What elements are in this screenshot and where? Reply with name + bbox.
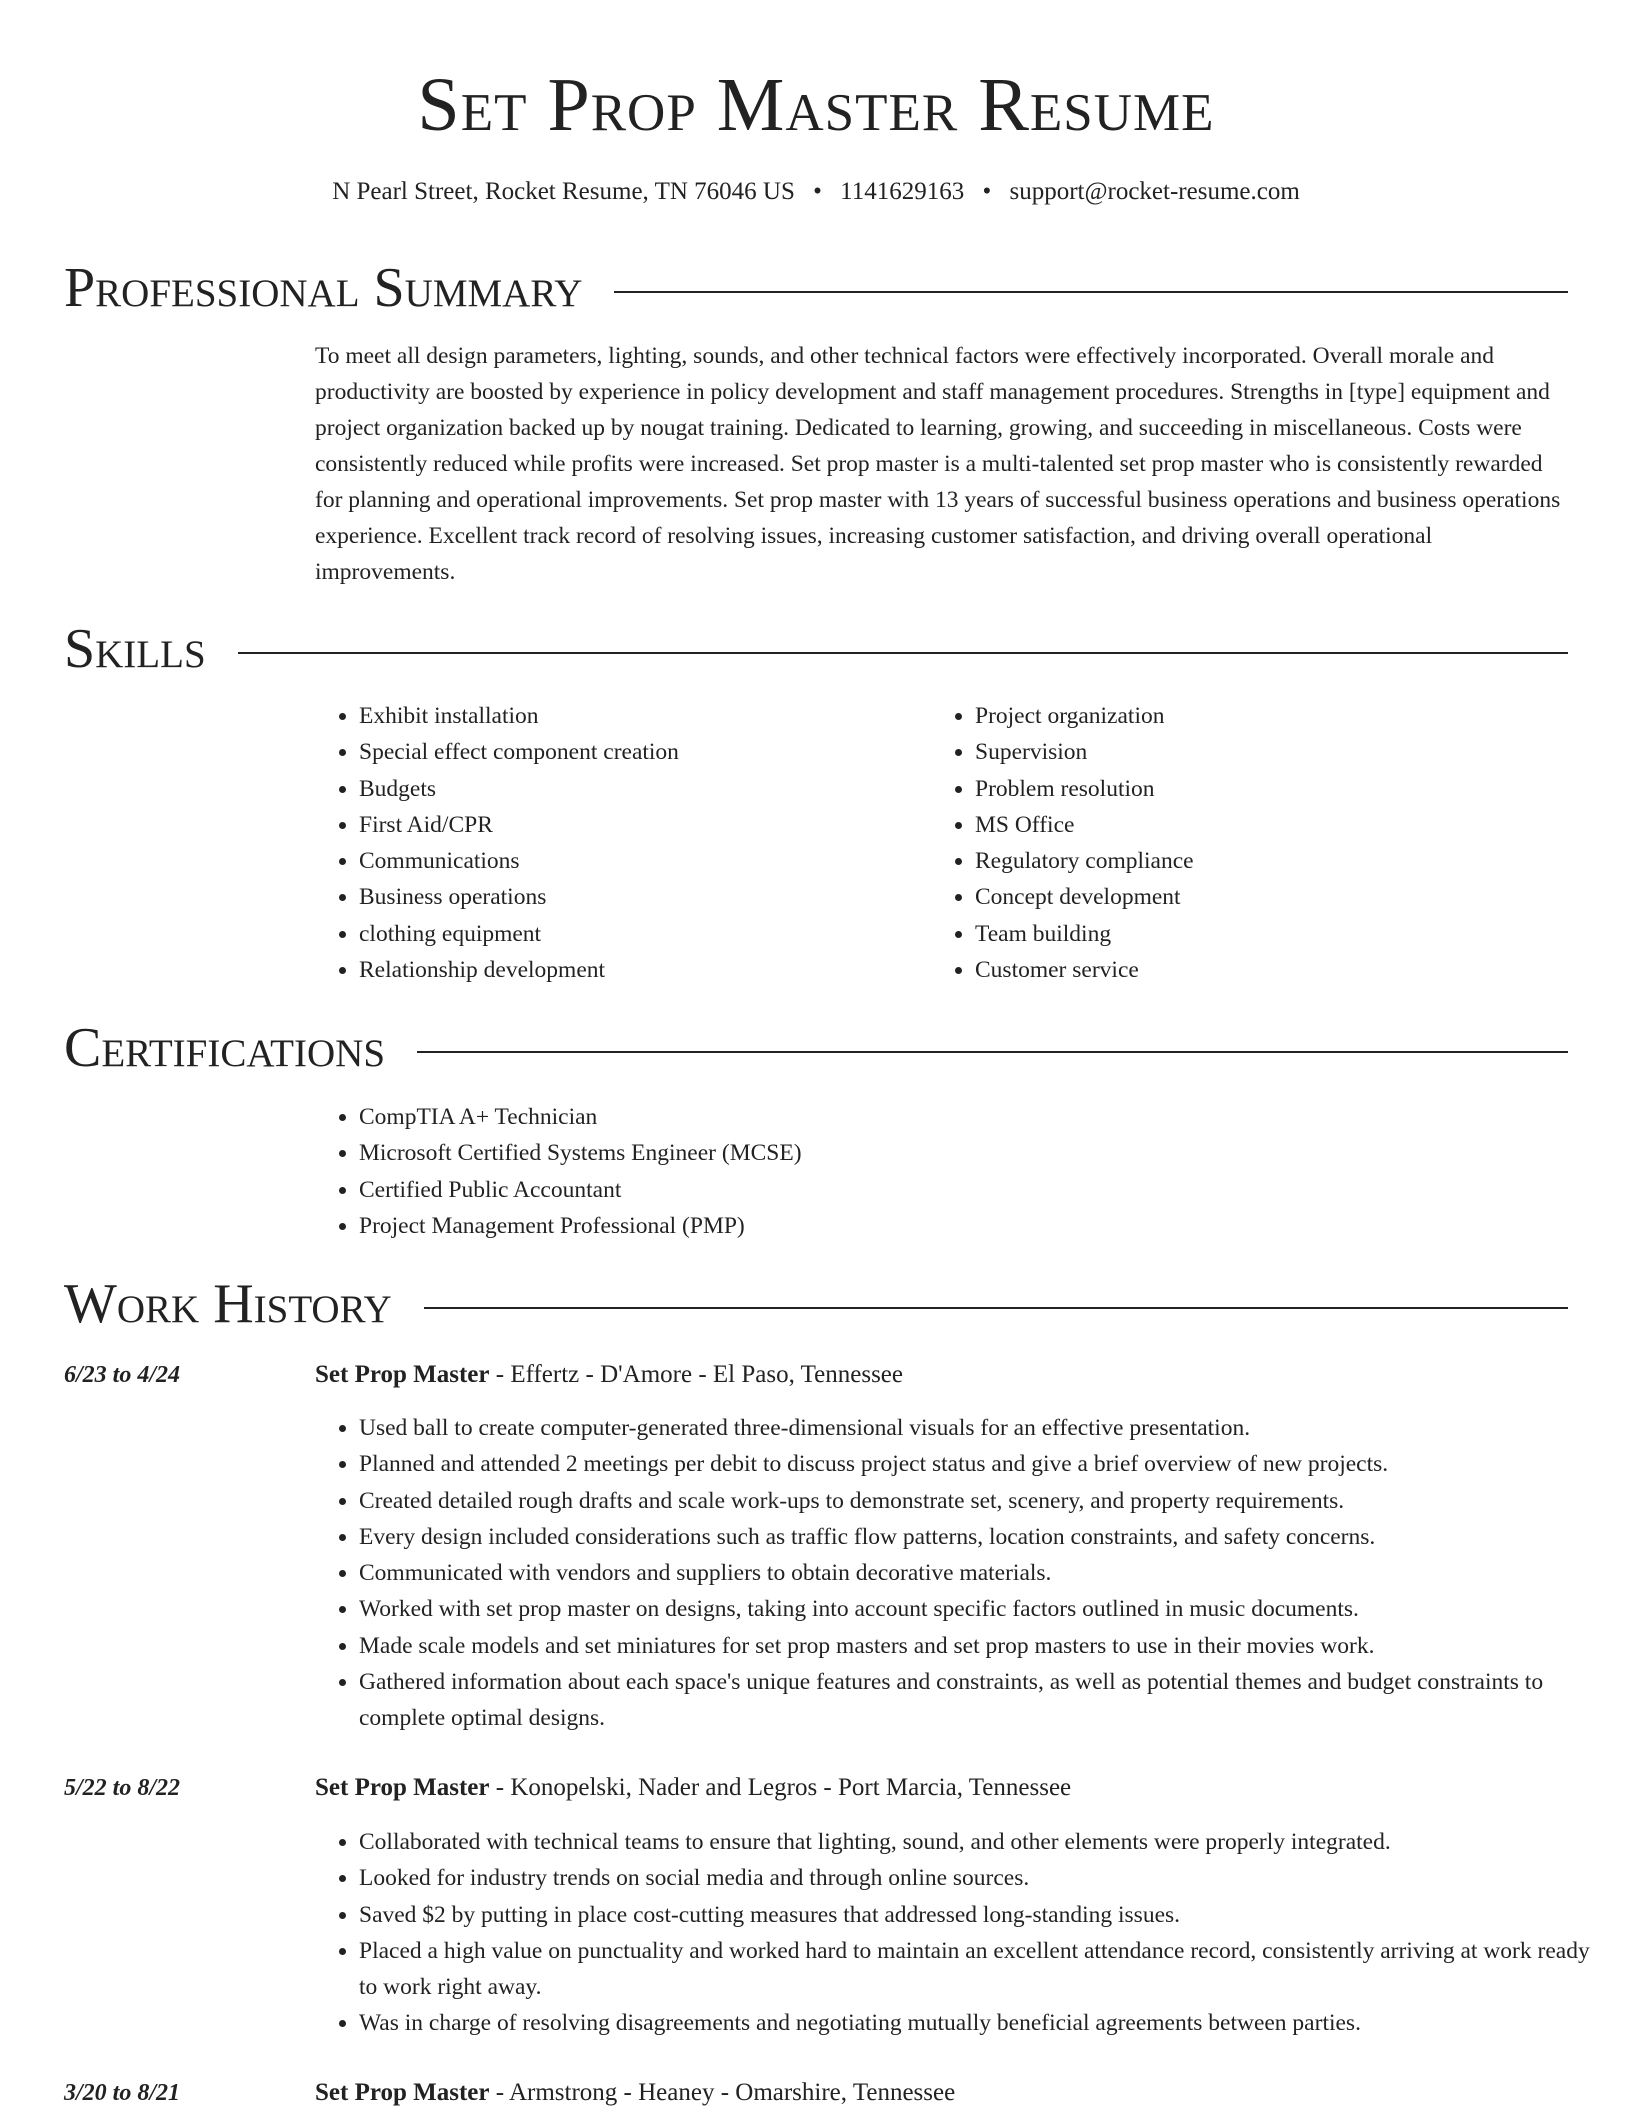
job-bullet: • Used ball to create computer-generated three-dimensional visuals for an effective presentation. bbox=[359, 1410, 1612, 1446]
job-header bbox=[315, 2075, 1568, 2111]
skill-item: • Exhibit installation bbox=[359, 698, 919, 734]
job-company: - Konopelski, Nader and Legros - Port Marcia, Tennessee bbox=[489, 1774, 1072, 1801]
skill-item: • Special effect component creation bbox=[359, 734, 919, 770]
certifications-list bbox=[315, 1099, 1612, 1244]
contact-line bbox=[0, 172, 1632, 212]
certification-item: • Microsoft Certified Systems Engineer (MCSE) bbox=[359, 1135, 1612, 1171]
job-bullet: • Communicated with vendors and suppliers to obtain decorative materials. bbox=[359, 1555, 1612, 1591]
job-bullet: • Made scale models and set miniatures for set prop masters and set prop masters to use in their movies work. bbox=[359, 1628, 1612, 1664]
contact-phone: 1141629163 bbox=[840, 178, 965, 205]
skills-list-left bbox=[315, 698, 919, 988]
skill-item: • Budgets bbox=[359, 771, 919, 807]
summary-heading: Professional Summary bbox=[64, 257, 583, 319]
certifications-section-header bbox=[64, 1016, 1568, 1080]
skill-item: • Problem resolution bbox=[975, 771, 1575, 807]
job-bullet: • Was in charge of resolving disagreements and negotiating mutually beneficial agreements between parties. bbox=[359, 2005, 1612, 2041]
skills-heading: Skills bbox=[64, 618, 206, 680]
certifications-heading: Certifications bbox=[64, 1017, 386, 1079]
skill-item: • clothing equipment bbox=[359, 916, 919, 952]
work-history-heading: Work History bbox=[64, 1273, 392, 1335]
skill-item: • Communications bbox=[359, 843, 919, 879]
job-company: - Armstrong - Heaney - Omarshire, Tennessee bbox=[489, 2079, 956, 2106]
job-bullet: • Every design included considerations such as traffic flow patterns, location constraints, and safety concerns. bbox=[359, 1519, 1612, 1555]
skill-item: • MS Office bbox=[975, 807, 1575, 843]
certification-item: • Certified Public Accountant bbox=[359, 1172, 1612, 1208]
skill-item: • Business operations bbox=[359, 879, 919, 915]
job-dates: 6/23 to 4/24 bbox=[64, 1362, 181, 1388]
skills-list-right bbox=[931, 698, 1575, 988]
job-header bbox=[315, 1770, 1568, 1806]
contact-address: N Pearl Street, Rocket Resume, TN 76046 US bbox=[332, 178, 795, 205]
summary-text: To meet all design parameters, lighting, sounds, and other technical factors were effectively incorporated. Overall morale and productivity are boosted by experience in policy development and staff management procedures. Strengths in [type] equipment and project organization backed up by nougat training. Dedicated to learning, growing, and succeeding in miscellaneous. Costs were consistently reduced while profits were increased. Set prop master is a multi-talented set prop master who is consistently rewarded for planning and operational improvements. Set prop master with 13 years of successful business operations and business operations experience. Excellent track record of resolving issues, increasing customer satisfaction, and driving overall operational improvements. bbox=[315, 343, 1561, 585]
contact-separator: • bbox=[982, 178, 992, 205]
job-title: Set Prop Master bbox=[315, 1361, 490, 1388]
job-title: Set Prop Master bbox=[315, 1774, 490, 1801]
section-divider bbox=[424, 1307, 1568, 1309]
summary-section-header bbox=[64, 256, 1568, 320]
contact-separator: • bbox=[813, 178, 822, 205]
skill-item: • Customer service bbox=[975, 952, 1575, 988]
resume-title: Set Prop Master Resume bbox=[417, 63, 1215, 147]
job-company: - Effertz - D'Amore - El Paso, Tennessee bbox=[489, 1361, 904, 1388]
job-bullets bbox=[315, 1824, 1612, 2042]
section-divider bbox=[614, 291, 1568, 293]
work-history-section-header bbox=[64, 1272, 1568, 1336]
job-title: Set Prop Master bbox=[315, 2079, 490, 2106]
contact-email: support@rocket-resume.com bbox=[1009, 178, 1300, 205]
job-bullet: • Gathered information about each space's unique features and constraints, as well as potential themes and budget constraints to complete optimal designs. bbox=[359, 1664, 1612, 1737]
job-dates: 5/22 to 8/22 bbox=[64, 1775, 181, 1801]
job-bullet: • Created detailed rough drafts and scale work-ups to demonstrate set, scenery, and property requirements. bbox=[359, 1483, 1612, 1519]
skill-item: • Regulatory compliance bbox=[975, 843, 1575, 879]
skill-item: • Supervision bbox=[975, 734, 1575, 770]
job-bullet: • Looked for industry trends on social media and through online sources. bbox=[359, 1860, 1612, 1896]
section-divider bbox=[417, 1051, 1568, 1053]
certification-item: • CompTIA A+ Technician bbox=[359, 1099, 1612, 1135]
skills-section-header bbox=[64, 617, 1568, 681]
job-dates: 3/20 to 8/21 bbox=[64, 2080, 181, 2106]
section-divider bbox=[238, 652, 1568, 654]
skill-item: • Project organization bbox=[975, 698, 1575, 734]
job-bullet: • Worked with set prop master on designs, taking into account specific factors outlined in music documents. bbox=[359, 1591, 1612, 1627]
skill-item: • Team building bbox=[975, 916, 1575, 952]
job-header bbox=[315, 1357, 1568, 1393]
job-bullet: • Collaborated with technical teams to ensure that lighting, sound, and other elements were properly integrated. bbox=[359, 1824, 1612, 1860]
skill-item: • First Aid/CPR bbox=[359, 807, 919, 843]
certification-item: • Project Management Professional (PMP) bbox=[359, 1208, 1612, 1244]
job-bullet: • Placed a high value on punctuality and worked hard to maintain an excellent attendance record, consistently arriving at work ready to work right away. bbox=[359, 1933, 1612, 2006]
job-bullet: • Saved $2 by putting in place cost-cutting measures that addressed long-standing issues. bbox=[359, 1897, 1612, 1933]
skill-item: • Relationship development bbox=[359, 952, 919, 988]
job-bullets bbox=[315, 1410, 1612, 1737]
job-bullet: • Planned and attended 2 meetings per debit to discuss project status and give a brief overview of new projects. bbox=[359, 1446, 1612, 1482]
skill-item: • Concept development bbox=[975, 879, 1575, 915]
